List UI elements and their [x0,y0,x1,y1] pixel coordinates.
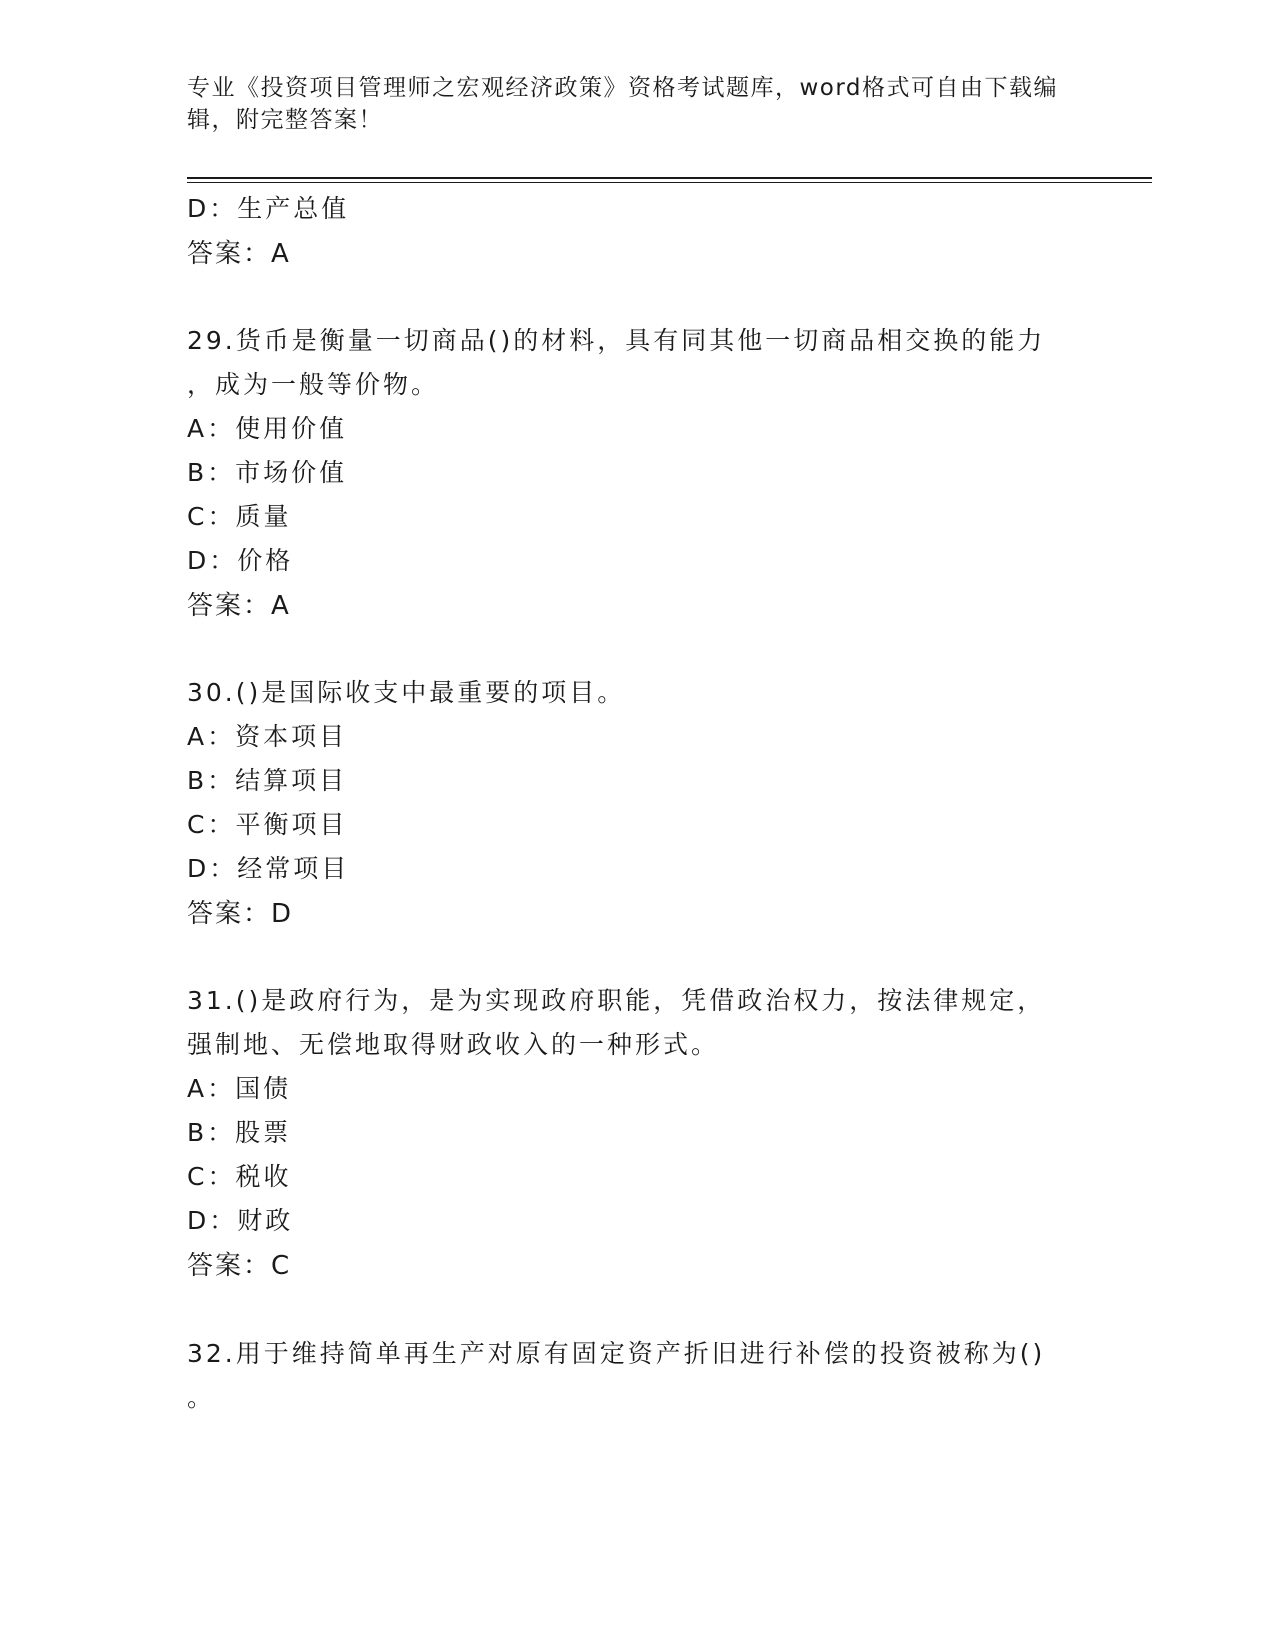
header-rule-thin [187,182,1152,183]
option-b: B：结算项目 [187,766,348,795]
option-c: C：税收 [187,1162,292,1191]
question-stem: 31.()是政府行为，是为实现政府职能，凭借政治权力，按法律规定， [187,986,1046,1015]
option-a: A：国债 [187,1074,292,1103]
question-stem-continued: 强制地、无偿地取得财政收入的一种形式。 [187,1030,720,1059]
question-stem: 30.()是国际收支中最重要的项目。 [187,678,626,707]
option-b: B：股票 [187,1118,292,1147]
question-stem-continued: 。 [187,1383,216,1412]
option-d: D：财政 [187,1206,294,1235]
answer: 答案：A [187,591,291,621]
option-d: D：价格 [187,546,294,575]
option-d: D：生产总值 [187,194,350,223]
option-a: A：使用价值 [187,414,348,443]
question-stem: 29.货币是衡量一切商品()的材料，具有同其他一切商品相交换的能力 [187,326,1046,355]
answer: 答案：A [187,239,291,269]
option-c: C：质量 [187,502,292,531]
question-stem: 32.用于维持简单再生产对原有固定资产折旧进行补偿的投资被称为() [187,1339,1046,1368]
option-d: D：经常项目 [187,854,350,883]
option-a: A：资本项目 [187,722,348,751]
header-rule-thick [187,177,1152,179]
question-stem-continued: ，成为一般等价物。 [187,370,440,399]
option-c: C：平衡项目 [187,810,348,839]
answer: 答案：C [187,1251,292,1281]
option-b: B：市场价值 [187,458,348,487]
document-header: 专业《投资项目管理师之宏观经济政策》资格考试题库，word格式可自由下载编辑，附完整答案！ [187,75,1059,133]
answer: 答案：D [187,899,294,929]
